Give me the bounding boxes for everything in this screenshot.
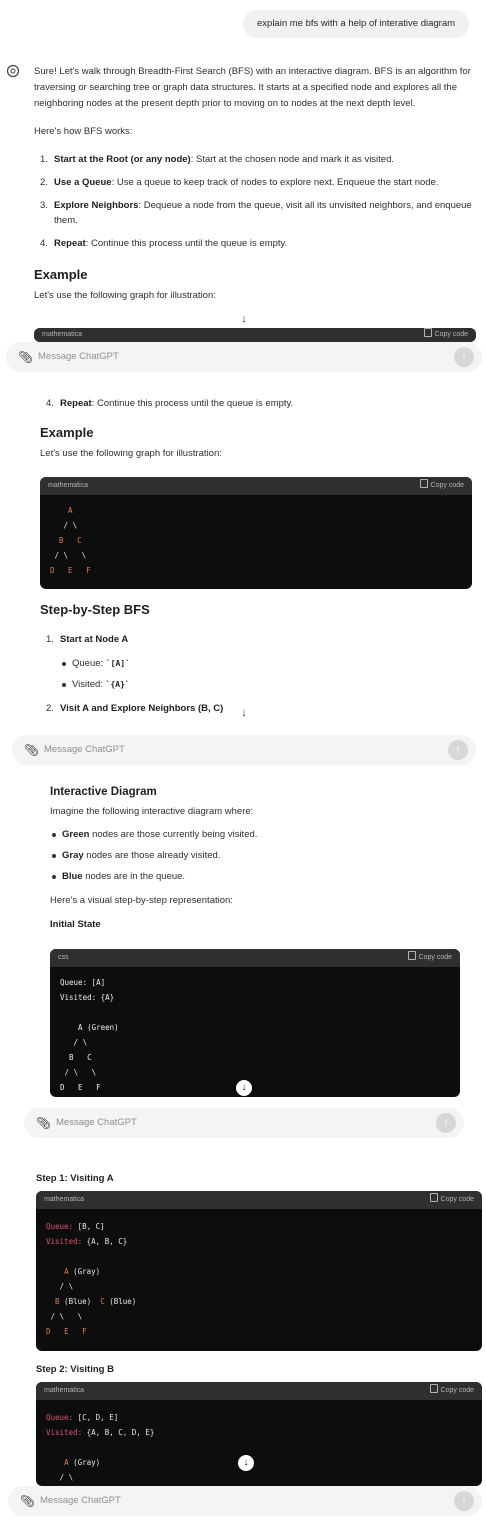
send-arrow-icon[interactable]: ↑ [454, 347, 474, 367]
step1-code-block: mathematica Copy code Queue: [B, C] Visited: {A, B, C} A (Gray) / \ B (Blue) C (Blue) / \ \ D E F [36, 1191, 482, 1351]
step2-heading: Step 2: Visiting B [36, 1364, 114, 1375]
message-input-placeholder: Message ChatGPT [44, 744, 125, 755]
intro-paragraph: Sure! Let's walk through Breadth-First Search (BFS) with an interactive diagram. BFS is an algorithm for traversing or searching tree or graph data structures. It starts at a specified node and explores all the neighboring nodes at the present depth prior to moving on to nodes at the next depth level. [34, 66, 471, 109]
paperclip-icon[interactable]: 📎︎ [36, 1116, 52, 1130]
legend-list [40, 824, 460, 887]
message-input-placeholder: Message ChatGPT [56, 1117, 137, 1128]
copy-icon [430, 1384, 438, 1393]
copy-icon [424, 328, 432, 337]
visual-text: Here's a visual step-by-step representation: [50, 895, 233, 906]
copy-code-button[interactable]: Copy code [424, 328, 468, 342]
message-input-bar[interactable] [12, 735, 476, 765]
initial-state-code-block: css Copy code Queue: [A] Visited: {A} A (Green) / \ B C / \ \ D E F [50, 949, 460, 1097]
user-message-text: explain me bfs with a help of interative diagram [257, 18, 456, 29]
sbs-item: 2. Visit A and Explore Neighbors (B, C) [46, 703, 224, 714]
step-item: 4. Repeat: Continue this process until the queue is empty. [46, 398, 294, 409]
step-item: 4. Repeat: Continue this process until the queue is empty. [40, 238, 288, 249]
code-block-partial [34, 328, 476, 342]
sbs-queue: Queue: `[A]` [50, 653, 460, 674]
step-item: 3. Explore Neighbors: Dequeue a node from the queue, visit all its unvisited neighbors, and enqueue them. [40, 200, 472, 226]
example-text: Let's use the following graph for illustration: [34, 290, 216, 301]
scroll-down-arrow-icon[interactable]: ↓ [238, 1455, 254, 1471]
message-input-placeholder: Message ChatGPT [40, 1495, 121, 1506]
message-input-placeholder: Message ChatGPT [38, 351, 119, 362]
step1-heading: Step 1: Visiting A [36, 1173, 114, 1184]
message-input-bar[interactable] [8, 1486, 482, 1516]
message-input-bar[interactable] [6, 342, 482, 372]
legend-item: Gray nodes are those already visited. [40, 845, 460, 866]
scroll-down-arrow-icon[interactable]: ↓ [241, 707, 247, 719]
paperclip-icon[interactable]: 📎︎ [20, 1494, 36, 1508]
example-heading: Example [34, 267, 88, 282]
sbs-visited: Visited: `{A}` [50, 674, 460, 695]
scroll-down-arrow-icon[interactable]: ↓ [236, 1080, 252, 1096]
code-language-label: css [58, 954, 69, 961]
copy-code-button[interactable]: Copy code [430, 1382, 474, 1400]
send-arrow-icon[interactable]: ↑ [454, 1491, 474, 1511]
code-language-label: mathematica [42, 331, 83, 338]
user-message-bubble [243, 10, 469, 38]
how-works-text: Here's how BFS works: [34, 126, 133, 137]
copy-code-button[interactable]: Copy code [408, 949, 452, 967]
legend-item: Green nodes are those currently being visited. [40, 824, 460, 845]
interactive-heading: Interactive Diagram [50, 786, 157, 798]
legend-item: Blue nodes are in the queue. [40, 866, 460, 887]
interactive-text: Imagine the following interactive diagram where: [50, 806, 254, 817]
sbs-item: 1. Start at Node A [46, 634, 129, 645]
copy-code-button[interactable]: Copy code [420, 477, 464, 495]
message-input-bar[interactable] [24, 1108, 464, 1138]
step-by-step-heading: Step-by-Step BFS [40, 602, 150, 617]
steps-list-cont [40, 396, 472, 411]
chatgpt-logo-icon [6, 64, 20, 83]
step-item: 2. Use a Queue: Use a queue to keep track of nodes to explore next. Enqueue the start node. [40, 177, 439, 188]
copy-icon [420, 479, 428, 488]
send-arrow-icon[interactable]: ↑ [448, 740, 468, 760]
steps-list [34, 152, 476, 251]
assistant-message-1 [34, 64, 476, 304]
graph-code-block: mathematica Copy code A / \ B C / \ \ D E F [40, 477, 472, 589]
copy-code-button[interactable]: Copy code [430, 1191, 474, 1209]
code-language-label: mathematica [44, 1196, 85, 1203]
assistant-message-2 [40, 396, 472, 462]
step2-code-block: mathematica Copy code Queue: [C, D, E] Visited: {A, B, C, D, E} A (Gray) / \ [36, 1382, 482, 1486]
send-arrow-icon[interactable]: ↑ [436, 1113, 456, 1133]
paperclip-icon[interactable]: 📎︎ [24, 743, 40, 757]
scroll-down-arrow-icon[interactable]: ↓ [241, 313, 247, 325]
initial-state-heading: Initial State [50, 919, 101, 930]
code-language-label: mathematica [44, 1387, 85, 1394]
example-heading: Example [40, 425, 94, 440]
copy-icon [408, 951, 416, 960]
code-language-label: mathematica [48, 482, 89, 489]
assistant-message-3 [50, 786, 460, 930]
sbs-list [40, 632, 460, 716]
step-item: 1. Start at the Root (or any node): Start at the chosen node and mark it as visited. [40, 154, 395, 165]
copy-icon [430, 1193, 438, 1202]
example-text: Let's use the following graph for illustration: [40, 448, 222, 459]
paperclip-icon[interactable]: 📎︎ [18, 350, 34, 364]
